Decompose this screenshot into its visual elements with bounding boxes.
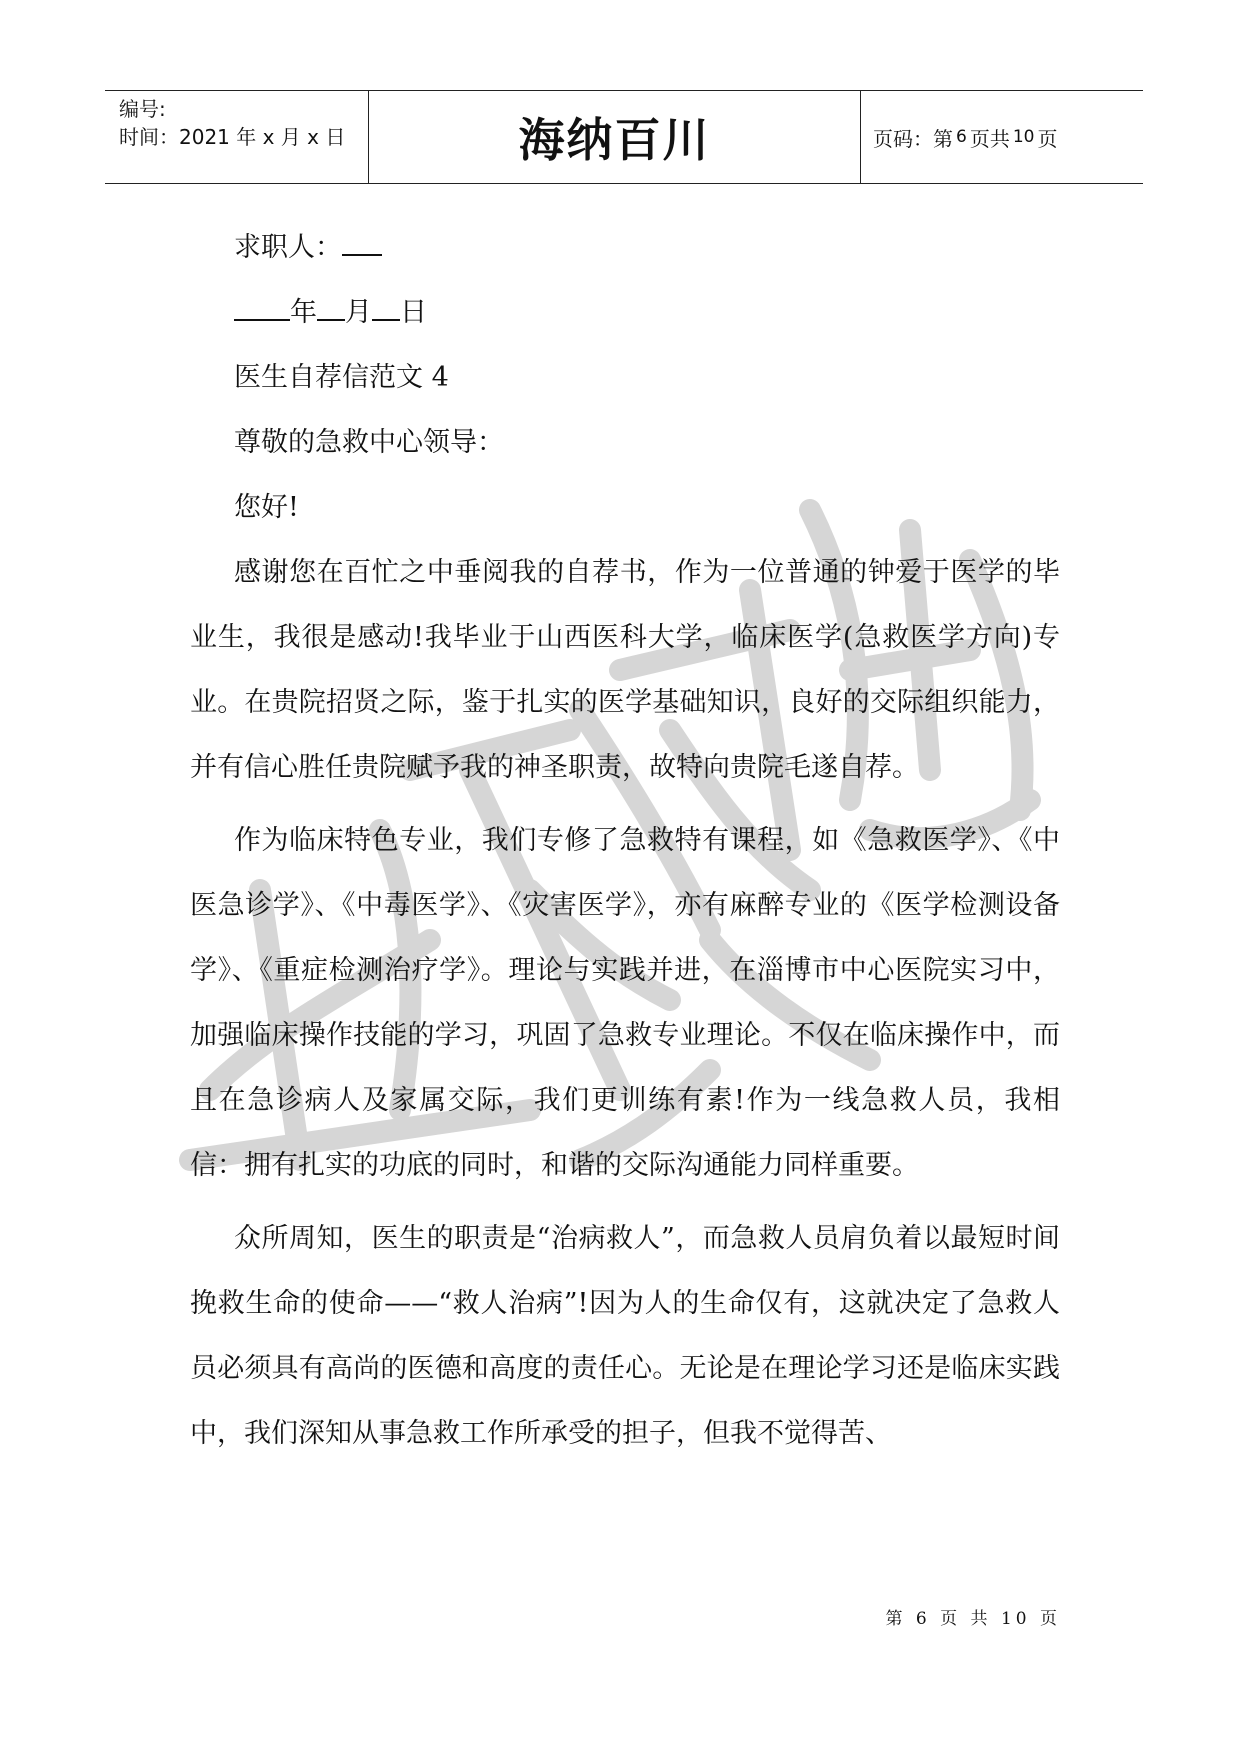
date-line xyxy=(190,280,1060,345)
year-blank xyxy=(234,289,290,321)
greeting: 您好! xyxy=(234,492,299,523)
page-footer: 第 6 页 共 10 页 xyxy=(885,1609,1061,1629)
page-suffix: 页 xyxy=(1037,126,1058,151)
page-number: 6 xyxy=(956,127,967,147)
paragraph-2: 作为临床特色专业，我们专修了急救特有课程，如《急救医学》、《中医急诊学》、《中毒医学》、《灾害医学》，亦有麻醉专业的《医学检测设备学》、《重症检测治疗学》。理论与实践并进，在淄博市中心医院实习中，加强临床操作技能的学习，巩固了急救专业理论。不仅在临床操作中，而且在急诊病人及家属交际，我们更训练有素!作为一线急救人员，我相信：拥有扎实的功底的同时，和谐的交际沟通能力同样重要。 xyxy=(190,825,1060,1181)
applicant-label: 求职人： xyxy=(234,232,342,263)
page-total: 10 xyxy=(1012,127,1035,147)
salutation: 尊敬的急救中心领导： xyxy=(234,427,504,458)
letter-title: 医生自荐信范文 4 xyxy=(234,362,449,393)
page-mid: 页共 xyxy=(969,126,1010,151)
applicant-line xyxy=(190,215,1060,280)
document-body xyxy=(190,215,1060,1466)
month-label: 月 xyxy=(345,297,372,328)
time-label: 时间：2021 年 x 月 x 日 xyxy=(119,125,346,149)
paragraph-1: 感谢您在百忙之中垂阅我的自荐书，作为一位普通的钟爱于医学的毕业生，我很是感动!我毕业于山西医科大学，临床医学(急救医学方向)专业。在贵院招贤之际，鉴于扎实的医学基础知识，良好的交际组织能力，并有信心胜任贵院赋予我的神圣职责，故特向贵院毛遂自荐。 xyxy=(190,557,1060,783)
page-code xyxy=(861,91,1143,183)
paragraph-3: 众所周知，医生的职责是“治病救人”，而急救人员肩负着以最短时间挽救生命的使命——“救人治病”!因为人的生命仅有，这就决定了急救人员必须具有高尚的医德和高度的责任心。无论是在理论学习还是临床实践中，我们深知从事急救工作所承受的担子，但我不觉得苦、 xyxy=(190,1223,1060,1449)
number-label: 编号: xyxy=(119,97,166,121)
document-header xyxy=(105,90,1143,184)
applicant-blank xyxy=(342,224,382,256)
page-prefix: 页码：第 xyxy=(873,126,953,151)
day-blank xyxy=(372,289,400,321)
company-name: 海纳百川 xyxy=(369,91,861,183)
day-label: 日 xyxy=(400,297,427,328)
month-blank xyxy=(317,289,345,321)
year-label: 年 xyxy=(290,297,317,328)
header-meta xyxy=(105,91,369,183)
